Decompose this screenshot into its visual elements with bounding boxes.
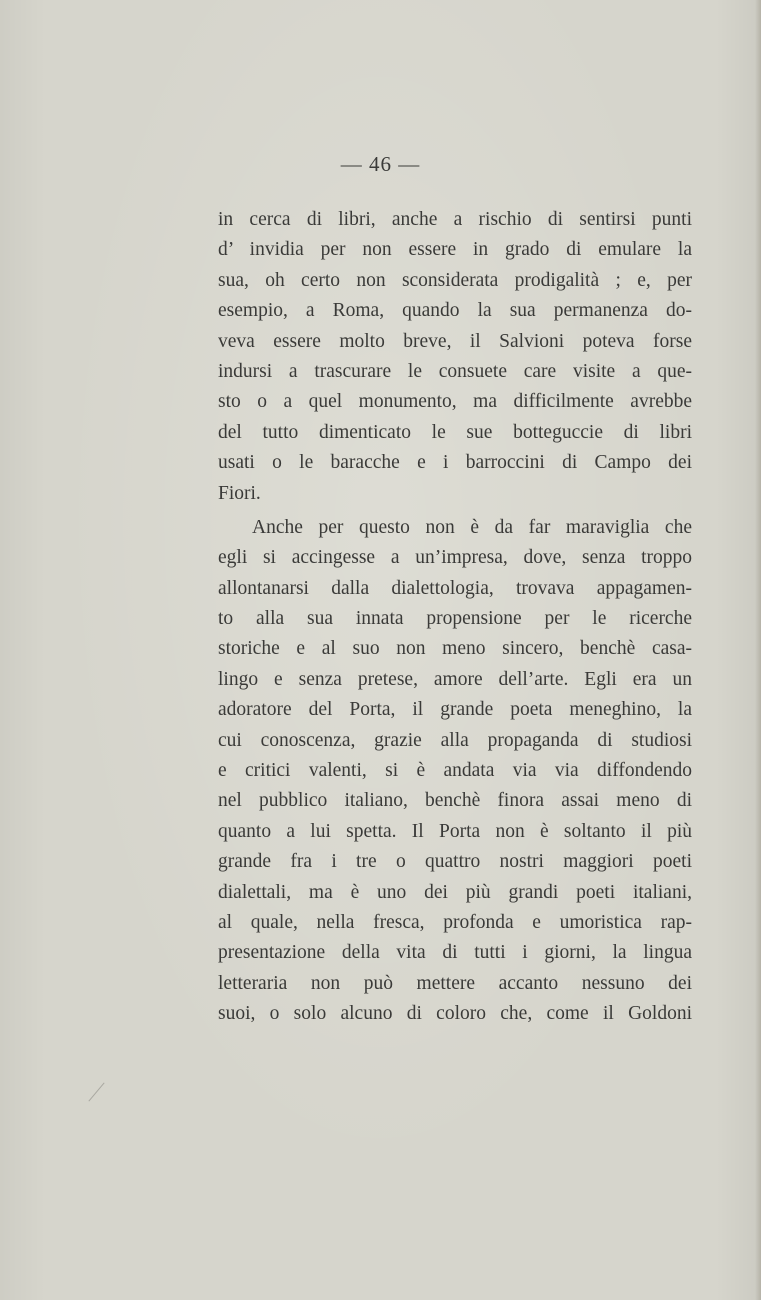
- text-line: adoratore del Porta, il grande poeta meneghino, la: [218, 699, 692, 721]
- body-text: [218, 205, 692, 1030]
- text-line: e critici valenti, si è andata via via diffondendo: [218, 760, 692, 782]
- text-line: lingo e senza pretese, amore dell’arte. Egli era un: [218, 668, 692, 690]
- pencil-mark: [88, 1082, 104, 1101]
- text-line: sto o a quel monumento, ma difficilmente avrebbe: [218, 391, 692, 413]
- text-line: usati o le baracche e i barroccini di Campo dei: [218, 452, 692, 474]
- page-number: — 46 —: [340, 152, 421, 176]
- text-line: del tutto dimenticato le sue botteguccie di libri: [218, 421, 692, 443]
- text-line: cui conoscenza, grazie alla propaganda di studiosi: [218, 729, 692, 751]
- paragraph-start-line: Anche per questo non è da far maraviglia che: [252, 516, 692, 538]
- text-line: quanto a lui spetta. Il Porta non è soltanto il più: [218, 820, 692, 842]
- text-line: egli si accingesse a un’impresa, dove, senza troppo: [218, 547, 692, 569]
- text-line: d’ invidia per non essere in grado di emulare la: [218, 239, 692, 261]
- text-line: veva essere molto breve, il Salvioni poteva forse: [218, 330, 692, 352]
- text-line: grande fra i tre o quattro nostri maggiori poeti: [218, 851, 692, 873]
- text-line: allontanarsi dalla dialettologia, trovava appagamen-: [218, 577, 692, 599]
- text-line: presentazione della vita di tutti i giorni, la lingua: [218, 942, 692, 964]
- text-line: suoi, o solo alcuno di coloro che, come il Goldoni: [218, 1003, 692, 1025]
- text-line: nel pubblico italiano, benchè finora assai meno di: [218, 790, 692, 812]
- text-line: esempio, a Roma, quando la sua permanenza do-: [218, 300, 692, 322]
- text-line: letteraria non può mettere accanto nessuno dei: [218, 972, 692, 994]
- text-line: indursi a trascurare le consuete care visite a que-: [218, 360, 692, 382]
- text-line: storiche e al suo non meno sincero, benchè casa-: [218, 638, 692, 660]
- text-line: al quale, nella fresca, profonda e umoristica rap-: [218, 911, 692, 933]
- text-line: to alla sua innata propensione per le ricerche: [218, 608, 692, 630]
- page-edge-shadow: [755, 0, 761, 1300]
- text-line: in cerca di libri, anche a rischio di sentirsi punti: [218, 209, 692, 230]
- text-line: sua, oh certo non sconsiderata prodigalità ; e, per: [218, 269, 692, 291]
- text-line: Fiori.: [218, 482, 261, 504]
- text-line: dialettali, ma è uno dei più grandi poeti italiani,: [218, 881, 692, 903]
